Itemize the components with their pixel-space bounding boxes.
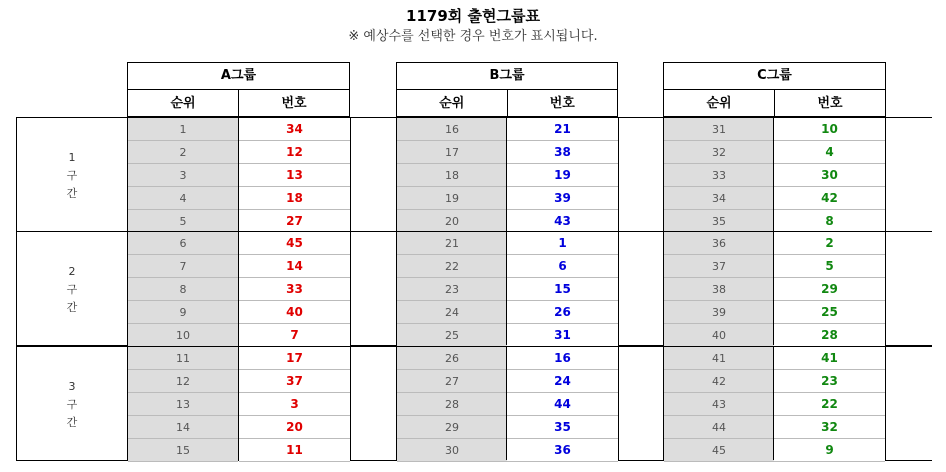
section-label-char: 구 — [66, 282, 78, 296]
table-divider — [127, 118, 128, 231]
number-cell: 4 — [774, 141, 885, 164]
table-divider — [618, 118, 619, 231]
number-cell: 38 — [507, 141, 618, 164]
number-cell: 1 — [507, 232, 618, 255]
rank-cell: 38 — [664, 278, 774, 301]
number-cell: 26 — [507, 301, 618, 324]
number-cell: 2 — [774, 232, 885, 255]
group-c-rank-header: 순위 — [664, 90, 775, 117]
section-1 — [16, 117, 932, 232]
number-cell: 24 — [507, 370, 618, 393]
rank-cell: 31 — [664, 118, 774, 141]
rank-cell: 20 — [397, 210, 507, 233]
table-divider — [127, 347, 128, 460]
table-divider — [506, 118, 507, 231]
section-label — [17, 347, 127, 462]
rank-cell: 7 — [128, 255, 238, 278]
rank-cell: 36 — [664, 232, 774, 255]
group-c-name: C그룹 — [664, 63, 885, 90]
table-divider — [663, 232, 664, 345]
rank-cell: 6 — [128, 232, 238, 255]
number-cell: 9 — [774, 439, 885, 462]
rank-cell: 17 — [397, 141, 507, 164]
group-b-rank-header: 순위 — [397, 90, 508, 117]
number-cell: 22 — [774, 393, 885, 416]
rank-cell: 22 — [397, 255, 507, 278]
number-cell: 15 — [507, 278, 618, 301]
rank-cell: 18 — [397, 164, 507, 187]
rank-cell: 1 — [128, 118, 238, 141]
group-a-number-header: 번호 — [281, 96, 307, 111]
group-a-rank-header: 순위 — [128, 90, 239, 117]
rank-cell: 29 — [397, 416, 507, 439]
rank-cell: 32 — [664, 141, 774, 164]
number-cell: 34 — [239, 118, 350, 141]
number-cell: 3 — [239, 393, 350, 416]
group-b-name: B그룹 — [397, 63, 617, 90]
table-divider — [238, 347, 239, 460]
number-cell: 40 — [239, 301, 350, 324]
section-label-char: 간 — [66, 300, 78, 314]
rank-cell: 15 — [128, 439, 238, 462]
group-a-header — [127, 62, 350, 117]
rank-cell: 43 — [664, 393, 774, 416]
table-divider — [396, 232, 397, 345]
rank-cell: 3 — [128, 164, 238, 187]
number-cell: 19 — [507, 164, 618, 187]
table-divider — [396, 118, 397, 231]
table-divider — [773, 118, 774, 231]
rank-cell: 37 — [664, 255, 774, 278]
page-subtitle: ※ 예상수를 선택한 경우 번호가 표시됩니다. — [348, 29, 598, 44]
number-cell: 36 — [507, 439, 618, 462]
rank-cell: 35 — [664, 210, 774, 233]
number-cell: 32 — [774, 416, 885, 439]
table-divider — [350, 232, 351, 345]
number-cell: 18 — [239, 187, 350, 210]
group-c-number-header: 번호 — [817, 96, 843, 111]
table-divider — [618, 232, 619, 345]
table-divider — [885, 118, 886, 231]
section-3 — [16, 346, 932, 461]
section-label-char: 2 — [68, 264, 76, 278]
table-divider — [350, 118, 351, 231]
table-divider — [885, 232, 886, 345]
number-cell: 17 — [239, 347, 350, 370]
rank-cell: 8 — [128, 278, 238, 301]
table-divider — [663, 118, 664, 231]
group-b-number-header: 번호 — [549, 96, 575, 111]
number-cell: 37 — [239, 370, 350, 393]
table-divider — [885, 347, 886, 460]
rank-cell: 23 — [397, 278, 507, 301]
rank-cell: 25 — [397, 324, 507, 347]
rank-cell: 45 — [664, 439, 774, 462]
number-cell: 31 — [507, 324, 618, 347]
number-cell: 16 — [507, 347, 618, 370]
number-cell: 27 — [239, 210, 350, 233]
section-label — [17, 118, 127, 233]
section-label-char: 간 — [66, 415, 78, 429]
number-cell: 41 — [774, 347, 885, 370]
rank-cell: 2 — [128, 141, 238, 164]
number-cell: 29 — [774, 278, 885, 301]
table-divider — [238, 232, 239, 345]
table-divider — [350, 347, 351, 460]
page-title: 1179회 출현그룹표 — [406, 7, 540, 25]
table-divider — [663, 347, 664, 460]
number-cell: 5 — [774, 255, 885, 278]
rank-cell: 40 — [664, 324, 774, 347]
number-cell: 11 — [239, 439, 350, 462]
rank-cell: 24 — [397, 301, 507, 324]
number-cell: 21 — [507, 118, 618, 141]
number-cell: 6 — [507, 255, 618, 278]
rank-cell: 4 — [128, 187, 238, 210]
number-cell: 12 — [239, 141, 350, 164]
group-b-header — [396, 62, 618, 117]
number-cell: 7 — [239, 324, 350, 347]
rank-cell: 12 — [128, 370, 238, 393]
section-label-char: 구 — [66, 397, 78, 411]
table-divider — [773, 232, 774, 345]
table-divider — [773, 347, 774, 460]
group-c-header — [663, 62, 886, 117]
number-cell: 42 — [774, 187, 885, 210]
rank-cell: 16 — [397, 118, 507, 141]
rank-cell: 13 — [128, 393, 238, 416]
rank-cell: 30 — [397, 439, 507, 462]
rank-cell: 21 — [397, 232, 507, 255]
rank-cell: 26 — [397, 347, 507, 370]
section-label-char: 1 — [68, 150, 76, 164]
number-cell: 35 — [507, 416, 618, 439]
rank-cell: 5 — [128, 210, 238, 233]
rank-cell: 11 — [128, 347, 238, 370]
number-cell: 30 — [774, 164, 885, 187]
section-2 — [16, 231, 932, 346]
rank-cell: 14 — [128, 416, 238, 439]
number-cell: 10 — [774, 118, 885, 141]
section-label-char: 3 — [68, 379, 76, 393]
table-divider — [506, 347, 507, 460]
section-label-char: 구 — [66, 168, 78, 182]
number-cell: 43 — [507, 210, 618, 233]
number-cell: 28 — [774, 324, 885, 347]
number-cell: 39 — [507, 187, 618, 210]
rank-cell: 44 — [664, 416, 774, 439]
number-cell: 13 — [239, 164, 350, 187]
rank-cell: 28 — [397, 393, 507, 416]
table-divider — [238, 118, 239, 231]
rank-cell: 10 — [128, 324, 238, 347]
group-a-name: A그룹 — [128, 63, 349, 90]
number-cell: 8 — [774, 210, 885, 233]
number-cell: 33 — [239, 278, 350, 301]
rank-cell: 42 — [664, 370, 774, 393]
number-cell: 45 — [239, 232, 350, 255]
table-divider — [618, 347, 619, 460]
table-divider — [396, 347, 397, 460]
number-cell: 23 — [774, 370, 885, 393]
table-divider — [127, 232, 128, 345]
rank-cell: 34 — [664, 187, 774, 210]
rank-cell: 41 — [664, 347, 774, 370]
rank-cell: 33 — [664, 164, 774, 187]
rank-cell: 39 — [664, 301, 774, 324]
number-cell: 44 — [507, 393, 618, 416]
table-divider — [506, 232, 507, 345]
section-label-char: 간 — [66, 186, 78, 200]
rank-cell: 27 — [397, 370, 507, 393]
number-cell: 20 — [239, 416, 350, 439]
rank-cell: 9 — [128, 301, 238, 324]
section-label — [17, 232, 127, 347]
number-cell: 14 — [239, 255, 350, 278]
rank-cell: 19 — [397, 187, 507, 210]
number-cell: 25 — [774, 301, 885, 324]
